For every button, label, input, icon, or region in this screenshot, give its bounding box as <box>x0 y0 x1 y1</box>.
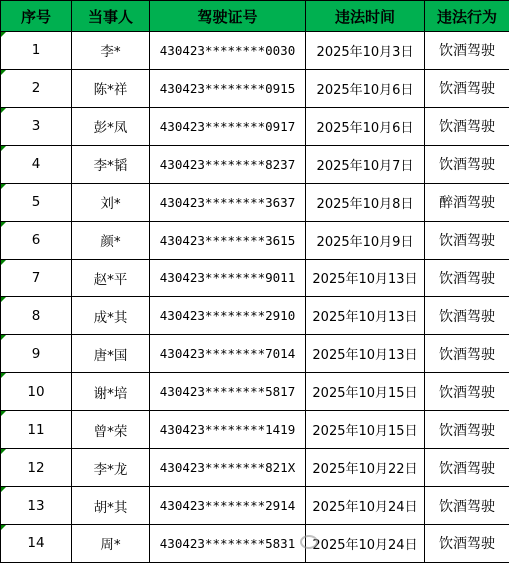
header-license: 驾驶证号 <box>150 1 306 32</box>
cell-license: 430423********7014 <box>150 335 306 373</box>
cell-time: 2025年10月15日 <box>306 411 425 449</box>
header-seq: 序号 <box>1 1 72 32</box>
cell-license: 430423********5831 <box>150 524 306 562</box>
cell-time: 2025年10月13日 <box>306 335 425 373</box>
cell-seq: 7 <box>1 259 72 297</box>
cell-seq: 1 <box>1 32 72 70</box>
table-row <box>1 373 509 411</box>
cell-time: 2025年10月6日 <box>306 107 425 145</box>
cell-seq: 8 <box>1 297 72 335</box>
cell-party: 李* <box>72 32 150 70</box>
cell-seq: 10 <box>1 373 72 411</box>
cell-time: 2025年10月6日 <box>306 69 425 107</box>
cell-license: 430423********1419 <box>150 411 306 449</box>
table-row <box>1 487 509 525</box>
cell-party: 赵*平 <box>72 259 150 297</box>
cell-license: 430423********3615 <box>150 221 306 259</box>
cell-violation: 饮酒驾驶 <box>425 373 509 411</box>
cell-license: 430423********0915 <box>150 69 306 107</box>
cell-party: 成*其 <box>72 297 150 335</box>
cell-party: 刘* <box>72 183 150 221</box>
cell-license: 430423********2910 <box>150 297 306 335</box>
cell-time: 2025年10月3日 <box>306 32 425 70</box>
cell-time: 2025年10月9日 <box>306 221 425 259</box>
cell-violation: 醉酒驾驶 <box>425 183 509 221</box>
cell-violation: 饮酒驾驶 <box>425 145 509 183</box>
table-row <box>1 411 509 449</box>
cell-party: 彭*凤 <box>72 107 150 145</box>
cell-violation: 饮酒驾驶 <box>425 259 509 297</box>
cell-seq: 2 <box>1 69 72 107</box>
header-time: 违法时间 <box>306 1 425 32</box>
cell-time: 2025年10月15日 <box>306 373 425 411</box>
table-row <box>1 449 509 487</box>
cell-violation: 饮酒驾驶 <box>425 69 509 107</box>
cell-license: 430423********0917 <box>150 107 306 145</box>
cell-time: 2025年10月22日 <box>306 449 425 487</box>
cell-violation: 饮酒驾驶 <box>425 221 509 259</box>
cell-party: 李*龙 <box>72 449 150 487</box>
cell-violation: 饮酒驾驶 <box>425 107 509 145</box>
cell-seq: 14 <box>1 524 72 562</box>
cell-seq: 4 <box>1 145 72 183</box>
cell-violation: 饮酒驾驶 <box>425 487 509 525</box>
table-row <box>1 297 509 335</box>
cell-time: 2025年10月24日 <box>306 487 425 525</box>
table-row <box>1 107 509 145</box>
cell-license: 430423********2914 <box>150 487 306 525</box>
cell-time: 2025年10月13日 <box>306 297 425 335</box>
cell-violation: 饮酒驾驶 <box>425 297 509 335</box>
cell-seq: 9 <box>1 335 72 373</box>
cell-party: 陈*祥 <box>72 69 150 107</box>
cell-party: 唐*国 <box>72 335 150 373</box>
cell-time: 2025年10月13日 <box>306 259 425 297</box>
cell-party: 周* <box>72 524 150 562</box>
table-row <box>1 145 509 183</box>
cell-violation: 饮酒驾驶 <box>425 449 509 487</box>
cell-seq: 3 <box>1 107 72 145</box>
cell-party: 曾*荣 <box>72 411 150 449</box>
table-row <box>1 259 509 297</box>
table-row <box>1 524 509 562</box>
cell-seq: 11 <box>1 411 72 449</box>
cell-license: 430423********5817 <box>150 373 306 411</box>
cell-license: 430423********3637 <box>150 183 306 221</box>
cell-license: 430423********821X <box>150 449 306 487</box>
cell-license: 430423********9011 <box>150 259 306 297</box>
table-row <box>1 221 509 259</box>
cell-seq: 12 <box>1 449 72 487</box>
table-row <box>1 183 509 221</box>
cell-party: 李*韬 <box>72 145 150 183</box>
cell-seq: 6 <box>1 221 72 259</box>
cell-license: 430423********0030 <box>150 32 306 70</box>
table-row <box>1 32 509 70</box>
cell-violation: 饮酒驾驶 <box>425 335 509 373</box>
cell-violation: 饮酒驾驶 <box>425 32 509 70</box>
cell-party: 谢*培 <box>72 373 150 411</box>
cell-party: 胡*其 <box>72 487 150 525</box>
cell-violation: 饮酒驾驶 <box>425 411 509 449</box>
cell-license: 430423********8237 <box>150 145 306 183</box>
header-row <box>1 1 509 32</box>
cell-time: 2025年10月8日 <box>306 183 425 221</box>
table-row <box>1 335 509 373</box>
cell-seq: 5 <box>1 183 72 221</box>
cell-time: 2025年10月7日 <box>306 145 425 183</box>
cell-seq: 13 <box>1 487 72 525</box>
table-row <box>1 69 509 107</box>
cell-party: 颜* <box>72 221 150 259</box>
cell-time: 2025年10月24日 <box>306 524 425 562</box>
cell-violation: 饮酒驾驶 <box>425 524 509 562</box>
header-violation: 违法行为 <box>425 1 509 32</box>
header-party: 当事人 <box>72 1 150 32</box>
